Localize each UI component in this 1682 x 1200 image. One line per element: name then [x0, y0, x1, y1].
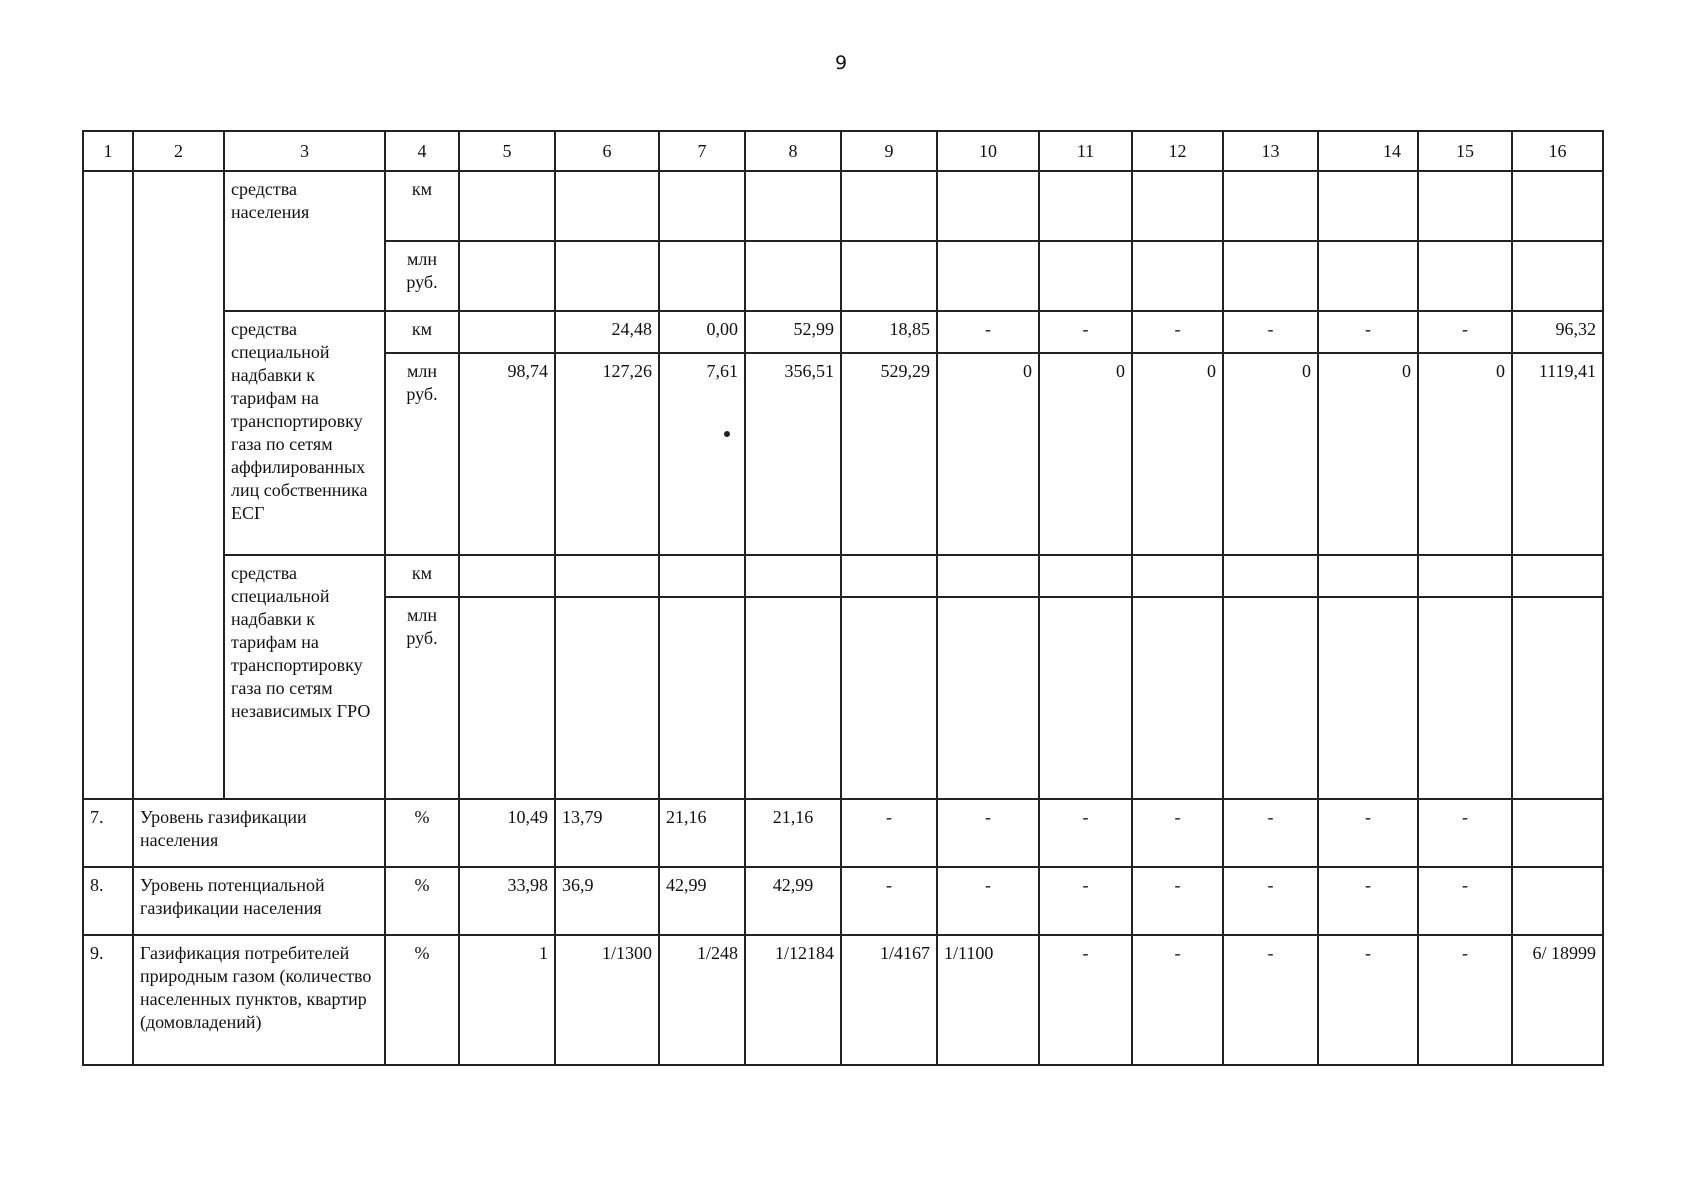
value-cell [1039, 241, 1132, 311]
value-cell: 0,00 [659, 311, 745, 353]
value-cell: - [1318, 311, 1418, 353]
value-cell: 0 [937, 353, 1039, 555]
value-cell [659, 555, 745, 597]
value-cell [459, 241, 555, 311]
value-cell [937, 171, 1039, 241]
value-cell [1512, 171, 1603, 241]
row-label: Газификация потребителей природным газом (количество населенных пунктов, квартир (домовладений) [133, 935, 385, 1065]
unit-cell: % [385, 935, 459, 1065]
value-cell: - [1039, 867, 1132, 935]
value-cell: - [1418, 799, 1512, 867]
ink-smudge [723, 430, 731, 438]
value-cell: 0 [1418, 353, 1512, 555]
col-header: 3 [224, 131, 385, 171]
row-label: средства специальной надбавки к тарифам на транспортировку газа по сетям независимых ГРО [224, 555, 385, 799]
value-cell [459, 311, 555, 353]
row-label: Уровень газификации населения [133, 799, 385, 867]
table-row [83, 935, 1603, 1065]
table-row [83, 311, 1603, 353]
value-cell: 52,99 [745, 311, 841, 353]
col-header: 9 [841, 131, 937, 171]
value-cell [1512, 799, 1603, 867]
value-cell: - [1318, 935, 1418, 1065]
value-cell: 13,79 [555, 799, 659, 867]
value-cell: 0 [1039, 353, 1132, 555]
value-cell [1418, 171, 1512, 241]
value-cell [841, 555, 937, 597]
value-cell [1512, 867, 1603, 935]
table-row [83, 867, 1603, 935]
table-row [83, 555, 1603, 597]
value-cell [1512, 597, 1603, 799]
value-cell: 42,99 [659, 867, 745, 935]
unit-cell: % [385, 799, 459, 867]
value-cell: 6/ 18999 [1512, 935, 1603, 1065]
row-number: 8. [83, 867, 133, 935]
col-header: 8 [745, 131, 841, 171]
value-cell [555, 171, 659, 241]
value-cell [937, 241, 1039, 311]
value-cell: 21,16 [745, 799, 841, 867]
value-cell: - [1039, 935, 1132, 1065]
value-cell [745, 555, 841, 597]
value-cell [459, 597, 555, 799]
value-cell: - [1039, 311, 1132, 353]
value-cell [1223, 597, 1318, 799]
value-cell: - [1318, 799, 1418, 867]
value-cell: 1/12184 [745, 935, 841, 1065]
value-cell [459, 171, 555, 241]
value-cell: - [1418, 935, 1512, 1065]
row-number: 7. [83, 799, 133, 867]
value-cell [1318, 171, 1418, 241]
value-cell [459, 555, 555, 597]
value-cell: - [1132, 311, 1223, 353]
page-number: 9 [834, 52, 848, 74]
value-cell: - [937, 311, 1039, 353]
value-cell: - [1132, 935, 1223, 1065]
data-table [82, 130, 1604, 1066]
unit-cell: млн руб. [385, 597, 459, 799]
value-cell [1039, 555, 1132, 597]
col-header: 10 [937, 131, 1039, 171]
col-header: 15 [1418, 131, 1512, 171]
unit-cell: км [385, 555, 459, 597]
value-cell: 127,26 [555, 353, 659, 555]
value-cell [841, 241, 937, 311]
value-cell: - [1223, 799, 1318, 867]
value-cell: 98,74 [459, 353, 555, 555]
row-label: Уровень потенциальной газификации населения [133, 867, 385, 935]
unit-cell: км [385, 171, 459, 241]
value-cell: 1/1100 [937, 935, 1039, 1065]
value-cell: - [937, 799, 1039, 867]
cell-empty [83, 171, 133, 799]
value-cell [745, 241, 841, 311]
unit-cell: % [385, 867, 459, 935]
value-cell [1418, 241, 1512, 311]
value-cell: 1119,41 [1512, 353, 1603, 555]
value-cell [745, 597, 841, 799]
value-cell: - [1418, 867, 1512, 935]
value-cell: 529,29 [841, 353, 937, 555]
value-cell: 18,85 [841, 311, 937, 353]
table-row [83, 171, 1603, 241]
value-cell: - [841, 867, 937, 935]
value-cell: 1 [459, 935, 555, 1065]
value-cell [841, 171, 937, 241]
col-header: 14 [1318, 131, 1418, 171]
value-cell [1418, 597, 1512, 799]
value-cell [1318, 241, 1418, 311]
value-cell [1132, 555, 1223, 597]
value-cell: - [1223, 935, 1318, 1065]
col-header: 7 [659, 131, 745, 171]
row-number: 9. [83, 935, 133, 1065]
value-cell: - [841, 799, 937, 867]
value-cell [1039, 597, 1132, 799]
value-cell: 96,32 [1512, 311, 1603, 353]
value-cell [555, 241, 659, 311]
value-cell [659, 241, 745, 311]
unit-cell: млн руб. [385, 241, 459, 311]
value-cell: 24,48 [555, 311, 659, 353]
value-cell [555, 555, 659, 597]
value-cell [1132, 241, 1223, 311]
value-cell: 0 [1132, 353, 1223, 555]
value-cell [937, 555, 1039, 597]
value-cell [1512, 555, 1603, 597]
value-cell: 1/4167 [841, 935, 937, 1065]
value-cell [1039, 171, 1132, 241]
value-cell: - [1039, 799, 1132, 867]
value-cell: 0 [1318, 353, 1418, 555]
unit-cell: км [385, 311, 459, 353]
col-header: 16 [1512, 131, 1603, 171]
value-cell: 10,49 [459, 799, 555, 867]
value-cell [1512, 241, 1603, 311]
col-header: 11 [1039, 131, 1132, 171]
value-cell [659, 353, 745, 555]
value-cell: 1/248 [659, 935, 745, 1065]
row-label: средства населения [224, 171, 385, 311]
value-cell: 36,9 [555, 867, 659, 935]
value-cell [1223, 171, 1318, 241]
value-cell [659, 171, 745, 241]
value-cell [659, 597, 745, 799]
value-cell [1223, 555, 1318, 597]
col-header: 2 [133, 131, 224, 171]
cell-empty [133, 171, 224, 799]
value-cell: 21,16 [659, 799, 745, 867]
value-cell [1223, 241, 1318, 311]
value-cell: 0 [1223, 353, 1318, 555]
value-cell: 33,98 [459, 867, 555, 935]
value-cell: - [1418, 311, 1512, 353]
value-cell [1318, 597, 1418, 799]
value-cell: - [1223, 311, 1318, 353]
value-cell [1132, 597, 1223, 799]
col-header: 5 [459, 131, 555, 171]
table-row [83, 799, 1603, 867]
value-cell: - [937, 867, 1039, 935]
header-row [83, 131, 1603, 171]
value-cell [841, 597, 937, 799]
row-label: средства специальной надбавки к тарифам на транспортировку газа по сетям аффилированных лиц собственника ЕСГ [224, 311, 385, 555]
value-cell [745, 171, 841, 241]
col-header: 12 [1132, 131, 1223, 171]
value-text: 7,61 [706, 361, 738, 381]
col-header: 13 [1223, 131, 1318, 171]
col-header: 6 [555, 131, 659, 171]
value-cell: - [1132, 799, 1223, 867]
value-cell: 1/1300 [555, 935, 659, 1065]
value-cell: 356,51 [745, 353, 841, 555]
unit-cell: млн руб. [385, 353, 459, 555]
value-cell [937, 597, 1039, 799]
col-header: 1 [83, 131, 133, 171]
value-cell [1418, 555, 1512, 597]
value-cell: 42,99 [745, 867, 841, 935]
value-cell: - [1223, 867, 1318, 935]
value-cell [1318, 555, 1418, 597]
value-cell: - [1318, 867, 1418, 935]
value-cell [1132, 171, 1223, 241]
value-cell [555, 597, 659, 799]
col-header: 4 [385, 131, 459, 171]
value-cell: - [1132, 867, 1223, 935]
